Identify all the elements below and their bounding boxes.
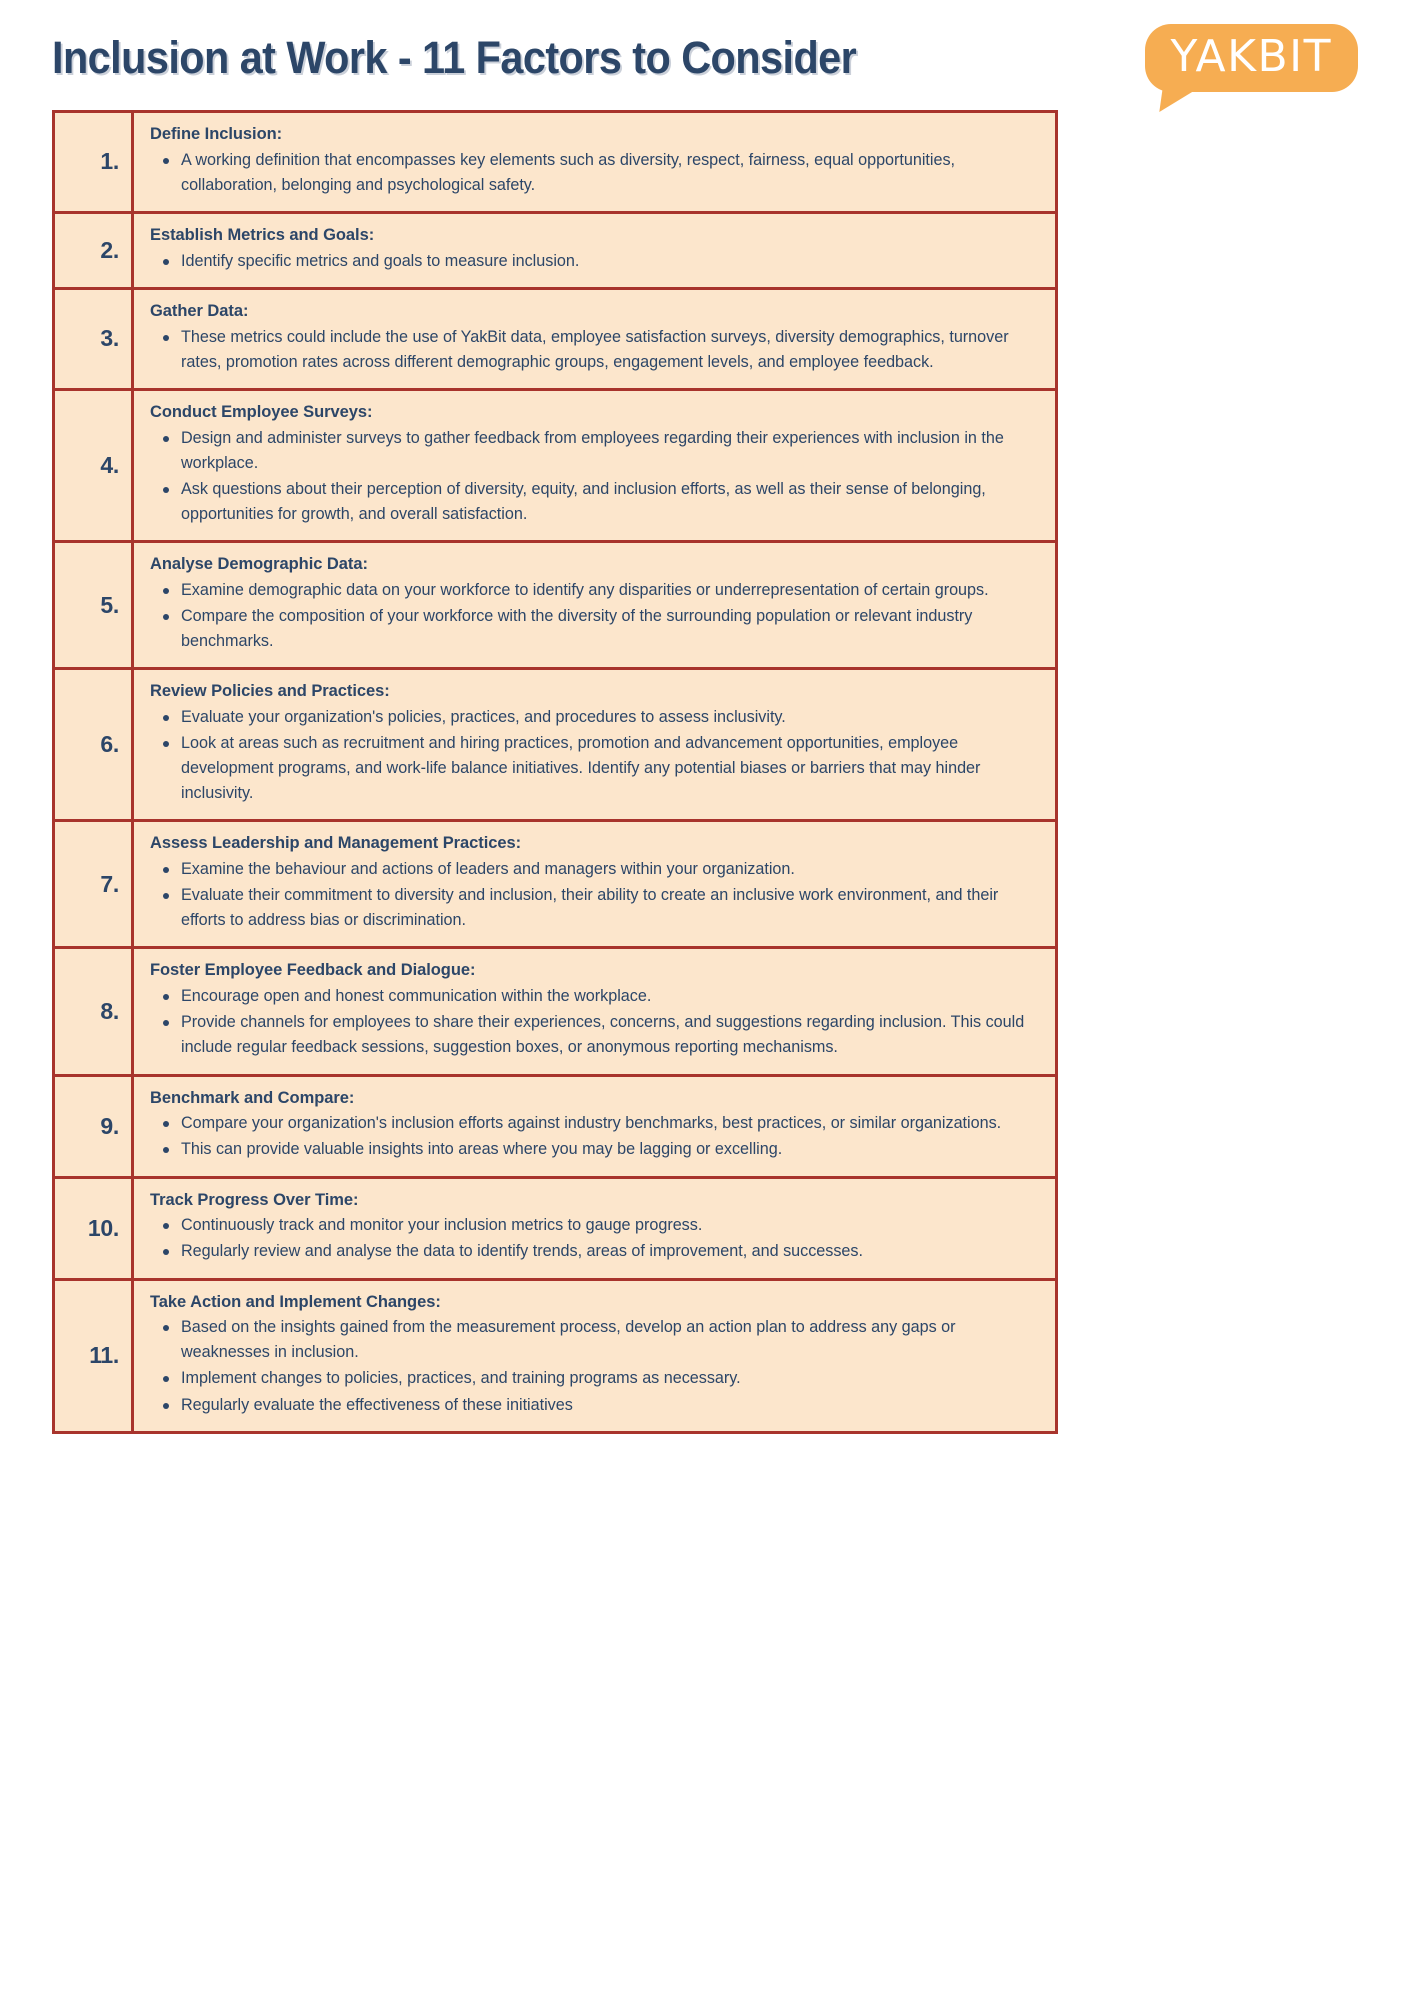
list-item: Examine demographic data on your workforce to identify any disparities or underrepresentation of certain groups. <box>150 578 1041 603</box>
table-row <box>54 389 1057 541</box>
list-item: Ask questions about their perception of diversity, equity, and inclusion efforts, as well as their sense of belonging, opportunities for growth, and overall satisfaction. <box>150 477 1041 527</box>
row-content <box>133 112 1057 213</box>
row-title: Take Action and Implement Changes: <box>150 1292 441 1311</box>
yakbit-logo-text: YAKBIT <box>1170 30 1332 82</box>
table-row <box>54 542 1057 669</box>
list-item: Design and administer surveys to gather feedback from employees regarding their experiences with inclusion in the workplace. <box>150 426 1041 476</box>
row-bullet-list <box>150 1111 1041 1162</box>
factors-table-body <box>54 112 1057 1433</box>
row-number: 5. <box>54 542 133 669</box>
list-item: Continuously track and monitor your inclusion metrics to gauge progress. <box>150 1213 1041 1238</box>
list-item: Based on the insights gained from the measurement process, develop an action plan to address any gaps or weaknesses in inclusion. <box>150 1315 1041 1365</box>
row-bullet-list <box>150 984 1041 1060</box>
row-number: 8. <box>54 948 133 1075</box>
row-bullet-list <box>150 1315 1041 1417</box>
row-title: Define Inclusion: <box>150 125 283 143</box>
page-header <box>0 0 1414 110</box>
speech-bubble-tail-icon <box>1159 88 1198 112</box>
row-bullet-list <box>150 325 1041 375</box>
table-row <box>54 948 1057 1075</box>
list-item: Evaluate their commitment to diversity and inclusion, their ability to create an inclusive work environment, and their efforts to address bias or discrimination. <box>150 883 1041 933</box>
table-row <box>54 112 1057 213</box>
row-content <box>133 542 1057 669</box>
row-content <box>133 389 1057 541</box>
list-item: Regularly evaluate the effectiveness of these initiatives <box>150 1393 1041 1418</box>
factors-table <box>52 110 1058 1434</box>
row-title: Track Progress Over Time: <box>150 1190 359 1209</box>
list-item: Evaluate your organization's policies, practices, and procedures to assess inclusivity. <box>150 705 1041 730</box>
table-row <box>54 1075 1057 1177</box>
row-number: 10. <box>54 1177 133 1279</box>
row-content <box>133 1177 1057 1279</box>
list-item: These metrics could include the use of YakBit data, employee satisfaction surveys, diversity demographics, turnover rates, promotion rates across different demographic groups, engagement levels, and employee feedback. <box>150 325 1041 375</box>
row-number: 2. <box>54 212 133 288</box>
row-number: 1. <box>54 112 133 213</box>
row-title: Foster Employee Feedback and Dialogue: <box>150 961 476 980</box>
row-number: 6. <box>54 669 133 821</box>
row-bullet-list <box>150 426 1041 527</box>
list-item: A working definition that encompasses key elements such as diversity, respect, fairness, equal opportunities, collaboration, belonging and psychological safety. <box>150 148 1041 198</box>
row-bullet-list <box>150 705 1041 806</box>
row-title: Assess Leadership and Management Practices: <box>150 834 522 853</box>
row-number: 3. <box>54 288 133 389</box>
row-content <box>133 821 1057 948</box>
table-row <box>54 1279 1057 1432</box>
list-item: This can provide valuable insights into areas where you may be lagging or excelling. <box>150 1137 1041 1162</box>
row-content <box>133 948 1057 1075</box>
list-item: Regularly review and analyse the data to identify trends, areas of improvement, and successes. <box>150 1239 1041 1264</box>
row-title: Benchmark and Compare: <box>150 1088 355 1107</box>
row-content <box>133 212 1057 288</box>
list-item: Encourage open and honest communication within the workplace. <box>150 984 1041 1009</box>
row-content <box>133 1279 1057 1432</box>
list-item: Implement changes to policies, practices, and training programs as necessary. <box>150 1366 1041 1391</box>
table-row <box>54 1177 1057 1279</box>
list-item: Compare the composition of your workforce with the diversity of the surrounding population or relevant industry benchmarks. <box>150 604 1041 654</box>
row-title: Gather Data: <box>150 301 249 320</box>
row-bullet-list <box>150 249 1041 274</box>
row-title: Analyse Demographic Data: <box>150 555 368 574</box>
row-number: 4. <box>54 389 133 541</box>
row-number: 11. <box>54 1279 133 1432</box>
row-title: Establish Metrics and Goals: <box>150 225 375 244</box>
list-item: Identify specific metrics and goals to measure inclusion. <box>150 249 1041 274</box>
row-bullet-list <box>150 578 1041 654</box>
row-bullet-list <box>150 148 1041 198</box>
row-content <box>133 669 1057 821</box>
list-item: Compare your organization's inclusion efforts against industry benchmarks, best practices, or similar organizations. <box>150 1111 1041 1136</box>
page-title: Inclusion at Work - 11 Factors to Consider <box>52 32 857 84</box>
table-row <box>54 212 1057 288</box>
row-number: 7. <box>54 821 133 948</box>
row-bullet-list <box>150 1213 1041 1264</box>
list-item: Provide channels for employees to share their experiences, concerns, and suggestions regarding inclusion. This could include regular feedback sessions, suggestion boxes, or anonymous reporting mechanisms. <box>150 1010 1041 1060</box>
row-bullet-list <box>150 857 1041 933</box>
row-number: 9. <box>54 1075 133 1177</box>
row-title: Review Policies and Practices: <box>150 682 390 701</box>
table-row <box>54 288 1057 389</box>
row-content <box>133 1075 1057 1177</box>
list-item: Look at areas such as recruitment and hiring practices, promotion and advancement opportunities, employee development programs, and work-life balance initiatives. Identify any potential biases or barriers that may hinder inclusivity. <box>150 731 1041 806</box>
table-row <box>54 821 1057 948</box>
row-title: Conduct Employee Surveys: <box>150 402 373 421</box>
row-content <box>133 288 1057 389</box>
table-row <box>54 669 1057 821</box>
yakbit-logo <box>1145 24 1358 92</box>
list-item: Examine the behaviour and actions of leaders and managers within your organization. <box>150 857 1041 882</box>
